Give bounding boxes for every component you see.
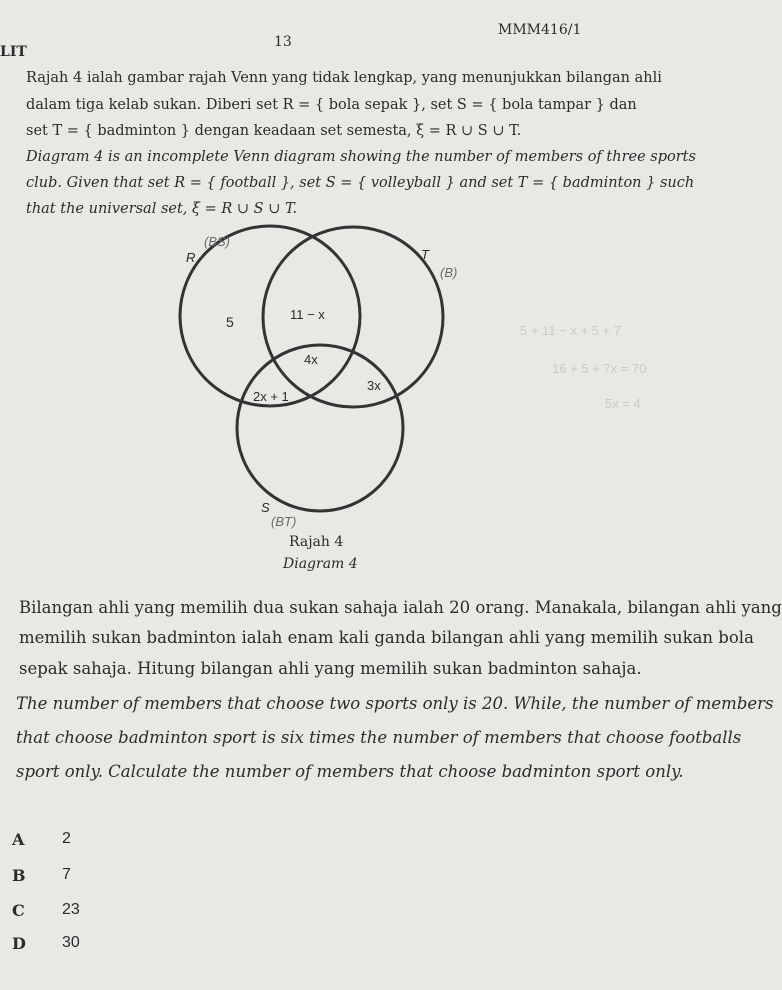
region-r-and-s: 2x + 1 <box>253 389 289 404</box>
circle-s <box>237 345 403 511</box>
option-a-value: 2 <box>62 830 71 847</box>
pencil-margin-3: 5x = 4 <box>605 396 641 411</box>
question-en-line-2: that choose badminton sport is six times the number of members that choose footballs <box>16 728 742 747</box>
paper-code: MMM416/1 <box>498 22 582 38</box>
option-letter: C <box>12 901 25 920</box>
pencil-note-s: (BT) <box>271 514 297 529</box>
region-r-and-t: 11 − x <box>290 307 325 322</box>
question-ms-line-3: sepak sahaja. Hitung bilangan ahli yang memilih sukan badminton sahaja. <box>19 659 642 678</box>
left-tag: LIT <box>0 44 27 60</box>
region-s-and-t: 3x <box>367 378 381 393</box>
option-letter: A <box>12 830 25 849</box>
pencil-note-t: (B) <box>440 265 458 280</box>
label-t: T <box>421 247 429 262</box>
region-all-three: 4x <box>304 352 318 367</box>
pencil-margin-1: 5 + 11 − x + 5 + 7 <box>520 323 621 338</box>
intro-en-line-1: Diagram 4 is an incomplete Venn diagram showing the number of members of three sports <box>26 149 696 165</box>
option-d-value: 30 <box>62 934 80 951</box>
caption-ms: Rajah 4 <box>289 534 344 550</box>
intro-en-line-2: club. Given that set R = { football }, set S = { volleyball } and set T = { badminton } such <box>26 175 695 191</box>
intro-en-line-3: that the universal set, ξ = R ∪ S ∪ T. <box>26 201 298 217</box>
region-r-only: 5 <box>226 314 234 330</box>
question-en-line-3: sport only. Calculate the number of members that choose badminton sport only. <box>16 762 684 781</box>
circle-r <box>180 226 360 406</box>
question-ms-line-2: memilih sukan badminton ialah enam kali ganda bilangan ahli yang memilih sukan bola <box>19 628 754 647</box>
option-c[interactable] <box>12 901 25 920</box>
option-c-value: 23 <box>62 901 80 918</box>
intro-ms-line-2: dalam tiga kelab sukan. Diberi set R = { bola sepak }, set S = { bola tampar } dan <box>26 97 637 113</box>
option-b-value: 7 <box>62 866 71 883</box>
intro-ms-line-3: set T = { badminton } dengan keadaan set semesta, ξ = R ∪ S ∪ T. <box>26 123 522 139</box>
question-ms-line-1: Bilangan ahli yang memilih dua sukan sahaja ialah 20 orang. Manakala, bilangan ahli yang <box>19 598 782 617</box>
intro-ms-line-1: Rajah 4 ialah gambar rajah Venn yang tidak lengkap, yang menunjukkan bilangan ahli <box>26 70 662 86</box>
pencil-margin-2: 16 + 5 + 7x = 70 <box>552 361 647 376</box>
option-a[interactable] <box>12 830 24 849</box>
label-s: S <box>261 500 270 515</box>
page-number: 13 <box>274 34 292 50</box>
option-b[interactable] <box>12 866 26 885</box>
pencil-note-r: (BS) <box>204 234 230 249</box>
question-en-line-1: The number of members that choose two sports only is 20. While, the number of members <box>16 694 774 713</box>
option-d[interactable] <box>12 934 26 953</box>
label-r: R <box>186 250 196 265</box>
caption-en: Diagram 4 <box>283 556 358 572</box>
option-letter: B <box>12 866 26 885</box>
option-letter: D <box>12 934 26 953</box>
